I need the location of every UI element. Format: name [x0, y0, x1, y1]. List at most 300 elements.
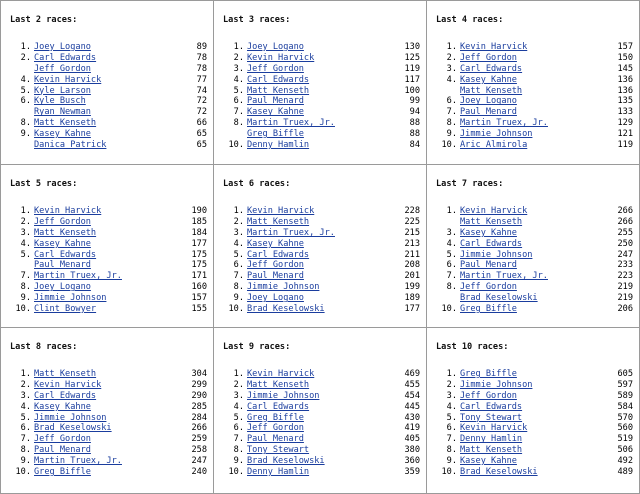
points-value: 177	[404, 304, 420, 315]
rank-number: 8.	[233, 445, 244, 456]
points-value: 299	[191, 379, 207, 390]
driver-link[interactable]: Paul Menard	[460, 260, 517, 271]
points-value: 445	[404, 401, 420, 412]
list-item	[436, 42, 633, 53]
points-value: 359	[404, 467, 420, 478]
rank-number: 10.	[228, 304, 244, 315]
driver-link[interactable]: Paul Menard	[460, 107, 517, 118]
driver-link[interactable]: Jimmie Johnson	[34, 293, 107, 304]
points-value: 380	[404, 445, 420, 456]
points-value: 589	[617, 390, 633, 401]
driver-link[interactable]: Brad Keselowski	[460, 293, 538, 304]
list-item	[10, 107, 207, 118]
points-value: 206	[617, 304, 633, 315]
list-item	[10, 445, 207, 456]
rank-number: 5.	[446, 249, 457, 260]
points-value: 99	[409, 96, 420, 107]
driver-link[interactable]: Paul Menard	[247, 434, 304, 445]
rank-number: 3.	[20, 390, 31, 401]
points-value: 72	[196, 96, 207, 107]
driver-link[interactable]: Kasey Kahne	[247, 238, 304, 249]
list-item	[223, 107, 420, 118]
rank-number: 5.	[446, 412, 457, 423]
list-item	[223, 260, 420, 271]
driver-link[interactable]: Brad Keselowski	[247, 304, 325, 315]
list-item	[10, 380, 207, 391]
rank-number: 3.	[233, 227, 244, 238]
list-item	[436, 260, 633, 271]
driver-link[interactable]: Joey Logano	[34, 42, 91, 52]
standings-panel	[1, 1, 214, 165]
rank-number: 9.	[233, 456, 244, 467]
list-item	[436, 107, 633, 118]
rank-number: 4.	[20, 401, 31, 412]
rank-number: 10.	[228, 467, 244, 478]
driver-link[interactable]: Greg Biffle	[247, 129, 304, 140]
points-value: 247	[617, 249, 633, 260]
rank-number: 8.	[233, 118, 244, 129]
rank-number: 4.	[446, 74, 457, 85]
points-value: 121	[617, 129, 633, 140]
points-value: 506	[617, 445, 633, 456]
list-item	[436, 391, 633, 402]
list-item	[223, 293, 420, 304]
driver-link[interactable]: Denny Hamlin	[247, 467, 310, 478]
rank-number: 3.	[233, 390, 244, 401]
list-item	[223, 129, 420, 140]
driver-link[interactable]: Kasey Kahne	[34, 238, 91, 249]
list-item	[10, 53, 207, 64]
points-value: 360	[404, 456, 420, 467]
driver-link[interactable]: Matt Kenseth	[34, 369, 97, 379]
points-value: 208	[404, 260, 420, 271]
driver-link[interactable]: Carl Edwards	[247, 74, 310, 85]
driver-link[interactable]: Kasey Kahne	[460, 74, 517, 85]
points-value: 88	[409, 118, 420, 129]
panel-title: Last 6 races:	[223, 179, 291, 189]
driver-link[interactable]: Paul Menard	[34, 260, 91, 271]
rank-number: 3.	[446, 390, 457, 401]
driver-link[interactable]: Joey Logano	[34, 282, 91, 293]
rank-number: 1.	[20, 42, 31, 52]
points-value: 597	[617, 379, 633, 390]
points-value: 78	[196, 52, 207, 63]
rank-number: 1.	[233, 369, 244, 379]
list-item	[10, 423, 207, 434]
driver-link[interactable]: Jimmie Johnson	[460, 249, 533, 260]
driver-link[interactable]: Carl Edwards	[460, 401, 523, 412]
list-item	[223, 304, 420, 315]
list-item	[436, 96, 633, 107]
driver-link[interactable]: Kevin Harvick	[34, 74, 102, 85]
rank-number: 10.	[441, 140, 457, 151]
points-value: 215	[404, 227, 420, 238]
points-value: 157	[617, 42, 633, 52]
driver-link[interactable]: Denny Hamlin	[247, 140, 310, 151]
points-value: 519	[617, 434, 633, 445]
list-item	[223, 75, 420, 86]
list-item	[10, 86, 207, 97]
rank-number: 7.	[446, 434, 457, 445]
driver-link[interactable]: Martin Truex, Jr.	[460, 118, 548, 129]
list-item	[10, 64, 207, 75]
rank-number: 8.	[446, 118, 457, 129]
driver-link[interactable]: Kyle Busch	[34, 96, 86, 107]
list-item	[436, 402, 633, 413]
rank-number: 3.	[233, 63, 244, 74]
rank-number: 9.	[20, 293, 31, 304]
rank-number: 5.	[233, 249, 244, 260]
driver-link[interactable]: Matt Kenseth	[34, 118, 97, 129]
driver-link[interactable]: Jeff Gordon	[247, 63, 304, 74]
driver-link[interactable]: Kevin Harvick	[460, 423, 528, 434]
driver-link[interactable]: Greg Biffle	[34, 467, 91, 478]
list-item	[223, 53, 420, 64]
list-item	[436, 467, 633, 478]
rank-number: 3.	[446, 227, 457, 238]
points-value: 89	[196, 42, 207, 52]
list-item	[436, 118, 633, 129]
points-value: 130	[404, 42, 420, 52]
driver-link[interactable]: Carl Edwards	[34, 390, 97, 401]
driver-link[interactable]: Clint Bowyer	[34, 304, 97, 315]
rank-number: 6.	[233, 423, 244, 434]
driver-link[interactable]: Paul Menard	[247, 271, 304, 282]
list-item	[10, 413, 207, 424]
list-item	[436, 434, 633, 445]
points-value: 223	[617, 271, 633, 282]
rank-number: 7.	[20, 271, 31, 282]
points-value: 233	[617, 260, 633, 271]
driver-link[interactable]: Joey Logano	[460, 96, 517, 107]
driver-link[interactable]: Martin Truex, Jr.	[34, 456, 122, 467]
points-value: 560	[617, 423, 633, 434]
driver-link[interactable]: Kevin Harvick	[34, 206, 102, 216]
rank-number: 10.	[15, 467, 31, 478]
driver-link[interactable]: Joey Logano	[247, 293, 304, 304]
list-item	[10, 282, 207, 293]
driver-link[interactable]: Paul Menard	[34, 445, 91, 456]
rank-number: 2.	[233, 52, 244, 63]
list-item	[436, 250, 633, 261]
list-item	[223, 140, 420, 151]
driver-link[interactable]: Tony Stewart	[247, 445, 310, 456]
list-item	[223, 239, 420, 250]
rank-number: 8.	[20, 118, 31, 129]
list-item	[436, 413, 633, 424]
driver-link[interactable]: Paul Menard	[247, 96, 304, 107]
list-item	[10, 369, 207, 380]
driver-link[interactable]: Aric Almirola	[460, 140, 528, 151]
driver-link[interactable]: Carl Edwards	[34, 249, 97, 260]
list-item	[223, 42, 420, 53]
driver-link[interactable]: Brad Keselowski	[460, 467, 538, 478]
driver-link[interactable]: Martin Truex, Jr.	[247, 118, 335, 129]
list-item	[436, 228, 633, 239]
rank-number: 6.	[20, 96, 31, 107]
points-value: 469	[404, 369, 420, 379]
points-value: 247	[191, 456, 207, 467]
list-item	[436, 456, 633, 467]
driver-link[interactable]: Martin Truex, Jr.	[460, 271, 548, 282]
list-item	[223, 434, 420, 445]
rank-number: 7.	[233, 434, 244, 445]
driver-link[interactable]: Kasey Kahne	[247, 107, 304, 118]
list-item	[10, 467, 207, 478]
driver-link[interactable]: Jeff Gordon	[247, 260, 304, 271]
points-value: 225	[404, 216, 420, 227]
list-item	[223, 206, 420, 217]
rank-number: 5.	[233, 85, 244, 96]
standings-panel	[427, 165, 639, 328]
rank-number: 2.	[20, 52, 31, 63]
rank-number: 7.	[20, 434, 31, 445]
points-value: 290	[191, 390, 207, 401]
driver-link[interactable]: Jeff Gordon	[460, 282, 517, 293]
list-item	[223, 402, 420, 413]
panel-title: Last 3 races:	[223, 15, 291, 25]
standings-panel	[214, 328, 427, 493]
driver-link[interactable]: Carl Edwards	[34, 52, 97, 63]
points-value: 304	[191, 369, 207, 379]
points-value: 155	[191, 304, 207, 315]
list-item	[436, 64, 633, 75]
driver-link[interactable]: Kevin Harvick	[460, 206, 528, 216]
rank-number: 9.	[446, 129, 457, 140]
panel-title: Last 9 races:	[223, 342, 291, 352]
driver-link[interactable]: Kevin Harvick	[247, 52, 315, 63]
list-item	[436, 206, 633, 217]
points-value: 419	[404, 423, 420, 434]
driver-link[interactable]: Greg Biffle	[460, 304, 517, 315]
driver-link[interactable]: Jimmie Johnson	[34, 412, 107, 423]
rank-number: 2.	[20, 379, 31, 390]
driver-link[interactable]: Jeff Gordon	[460, 52, 517, 63]
driver-link[interactable]: Greg Biffle	[460, 369, 517, 379]
list-item	[10, 391, 207, 402]
driver-link[interactable]: Kasey Kahne	[460, 227, 517, 238]
points-value: 258	[191, 445, 207, 456]
list-item	[10, 118, 207, 129]
driver-link[interactable]: Carl Edwards	[460, 63, 523, 74]
list-item	[436, 271, 633, 282]
driver-link[interactable]: Carl Edwards	[460, 238, 523, 249]
rank-number: 6.	[233, 260, 244, 271]
driver-link[interactable]: Martin Truex, Jr.	[34, 271, 122, 282]
points-value: 259	[191, 434, 207, 445]
points-value: 65	[196, 140, 207, 151]
list-item	[10, 206, 207, 217]
rank-number: 1.	[20, 206, 31, 216]
panel-title: Last 4 races:	[436, 15, 504, 25]
points-value: 84	[409, 140, 420, 151]
points-value: 129	[617, 118, 633, 129]
driver-list	[436, 369, 633, 478]
points-value: 284	[191, 412, 207, 423]
driver-link[interactable]: Danica Patrick	[34, 140, 107, 151]
rank-number: 7.	[446, 271, 457, 282]
rank-number: 6.	[233, 96, 244, 107]
driver-link[interactable]: Ryan Newman	[34, 107, 91, 118]
list-item	[436, 239, 633, 250]
rank-number: 5.	[20, 249, 31, 260]
points-value: 605	[617, 369, 633, 379]
rank-number: 6.	[446, 260, 457, 271]
points-value: 584	[617, 401, 633, 412]
list-item	[436, 380, 633, 391]
panel-title: Last 10 races:	[436, 342, 509, 352]
points-value: 136	[617, 74, 633, 85]
points-value: 266	[617, 216, 633, 227]
list-item	[223, 250, 420, 261]
driver-link[interactable]: Matt Kenseth	[247, 85, 310, 96]
list-item	[10, 228, 207, 239]
driver-link[interactable]: Tony Stewart	[460, 412, 523, 423]
points-value: 171	[191, 271, 207, 282]
driver-link[interactable]: Kasey Kahne	[34, 129, 91, 140]
list-item	[223, 391, 420, 402]
list-item	[10, 260, 207, 271]
rank-number: 1.	[446, 369, 457, 379]
list-item	[436, 217, 633, 228]
driver-link[interactable]: Matt Kenseth	[460, 85, 523, 96]
list-item	[10, 250, 207, 261]
rank-number: 2.	[446, 379, 457, 390]
rank-number: 2.	[233, 379, 244, 390]
points-value: 266	[191, 423, 207, 434]
list-item	[436, 75, 633, 86]
rank-number: 1.	[446, 42, 457, 52]
list-item	[223, 64, 420, 75]
standings-panel	[1, 328, 214, 493]
rank-number: 10.	[228, 140, 244, 151]
points-value: 240	[191, 467, 207, 478]
points-value: 219	[617, 293, 633, 304]
points-value: 189	[404, 293, 420, 304]
rank-number: 5.	[233, 412, 244, 423]
driver-link[interactable]: Kevin Harvick	[34, 379, 102, 390]
list-item	[436, 53, 633, 64]
driver-link[interactable]: Greg Biffle	[247, 412, 304, 423]
rank-number: 1.	[446, 206, 457, 216]
driver-link[interactable]: Martin Truex, Jr.	[247, 227, 335, 238]
driver-link[interactable]: Jeff Gordon	[460, 390, 517, 401]
points-value: 177	[191, 238, 207, 249]
driver-link[interactable]: Kevin Harvick	[247, 369, 315, 379]
list-item	[223, 413, 420, 424]
rank-number: 1.	[233, 42, 244, 52]
rank-number: 9.	[233, 293, 244, 304]
points-value: 250	[617, 238, 633, 249]
points-value: 74	[196, 85, 207, 96]
rank-number: 1.	[233, 206, 244, 216]
list-item	[223, 228, 420, 239]
driver-list	[10, 206, 207, 315]
driver-link[interactable]: Brad Keselowski	[247, 456, 325, 467]
rank-number: 10.	[441, 467, 457, 478]
driver-link[interactable]: Jimmie Johnson	[247, 390, 320, 401]
list-item	[223, 118, 420, 129]
driver-link[interactable]: Jimmie Johnson	[460, 379, 533, 390]
rank-number: 2.	[233, 216, 244, 227]
rank-number: 4.	[233, 238, 244, 249]
driver-link[interactable]: Kasey Kahne	[34, 401, 91, 412]
list-item	[223, 86, 420, 97]
driver-link[interactable]: Jeff Gordon	[34, 216, 91, 227]
rank-number: 7.	[233, 107, 244, 118]
list-item	[223, 467, 420, 478]
rank-number: 2.	[20, 216, 31, 227]
points-value: 117	[404, 74, 420, 85]
rank-number: 3.	[446, 63, 457, 74]
driver-list	[223, 369, 420, 478]
standings-panel	[214, 1, 427, 165]
driver-link[interactable]: Kevin Harvick	[247, 206, 315, 216]
panel-title: Last 7 races:	[436, 179, 504, 189]
points-value: 570	[617, 412, 633, 423]
points-value: 94	[409, 107, 420, 118]
rank-number: 7.	[233, 271, 244, 282]
rank-number: 4.	[446, 238, 457, 249]
points-value: 66	[196, 118, 207, 129]
driver-list	[10, 42, 207, 151]
driver-link[interactable]: Matt Kenseth	[34, 227, 97, 238]
list-item	[436, 423, 633, 434]
driver-link[interactable]: Matt Kenseth	[247, 216, 310, 227]
points-value: 430	[404, 412, 420, 423]
list-item	[10, 271, 207, 282]
driver-link[interactable]: Jeff Gordon	[34, 434, 91, 445]
list-item	[10, 304, 207, 315]
rank-number: 1.	[20, 369, 31, 379]
list-item	[223, 456, 420, 467]
points-value: 119	[404, 63, 420, 74]
driver-link[interactable]: Jeff Gordon	[247, 423, 304, 434]
points-value: 190	[191, 206, 207, 216]
driver-link[interactable]: Denny Hamlin	[460, 434, 523, 445]
list-item	[10, 402, 207, 413]
driver-link[interactable]: Jimmie Johnson	[460, 129, 533, 140]
list-item	[436, 140, 633, 151]
driver-link[interactable]: Joey Logano	[247, 42, 304, 52]
driver-link[interactable]: Carl Edwards	[247, 249, 310, 260]
points-value: 72	[196, 107, 207, 118]
driver-link[interactable]: Carl Edwards	[247, 401, 310, 412]
driver-link[interactable]: Matt Kenseth	[247, 379, 310, 390]
driver-link[interactable]: Brad Keselowski	[34, 423, 112, 434]
rank-number: 2.	[446, 52, 457, 63]
list-item	[436, 369, 633, 380]
points-value: 201	[404, 271, 420, 282]
list-item	[10, 96, 207, 107]
driver-link[interactable]: Kevin Harvick	[460, 42, 528, 52]
driver-link[interactable]: Jeff Gordon	[34, 63, 91, 74]
driver-link[interactable]: Matt Kenseth	[460, 445, 523, 456]
list-item	[436, 445, 633, 456]
driver-link[interactable]: Matt Kenseth	[460, 216, 523, 227]
points-value: 454	[404, 390, 420, 401]
driver-link[interactable]: Kyle Larson	[34, 85, 91, 96]
points-value: 228	[404, 206, 420, 216]
driver-link[interactable]: Kasey Kahne	[460, 456, 517, 467]
points-value: 185	[191, 216, 207, 227]
driver-link[interactable]: Jimmie Johnson	[247, 282, 320, 293]
rank-number: 8.	[446, 445, 457, 456]
list-item	[223, 380, 420, 391]
points-value: 160	[191, 282, 207, 293]
list-item	[223, 369, 420, 380]
rank-number: 5.	[20, 85, 31, 96]
